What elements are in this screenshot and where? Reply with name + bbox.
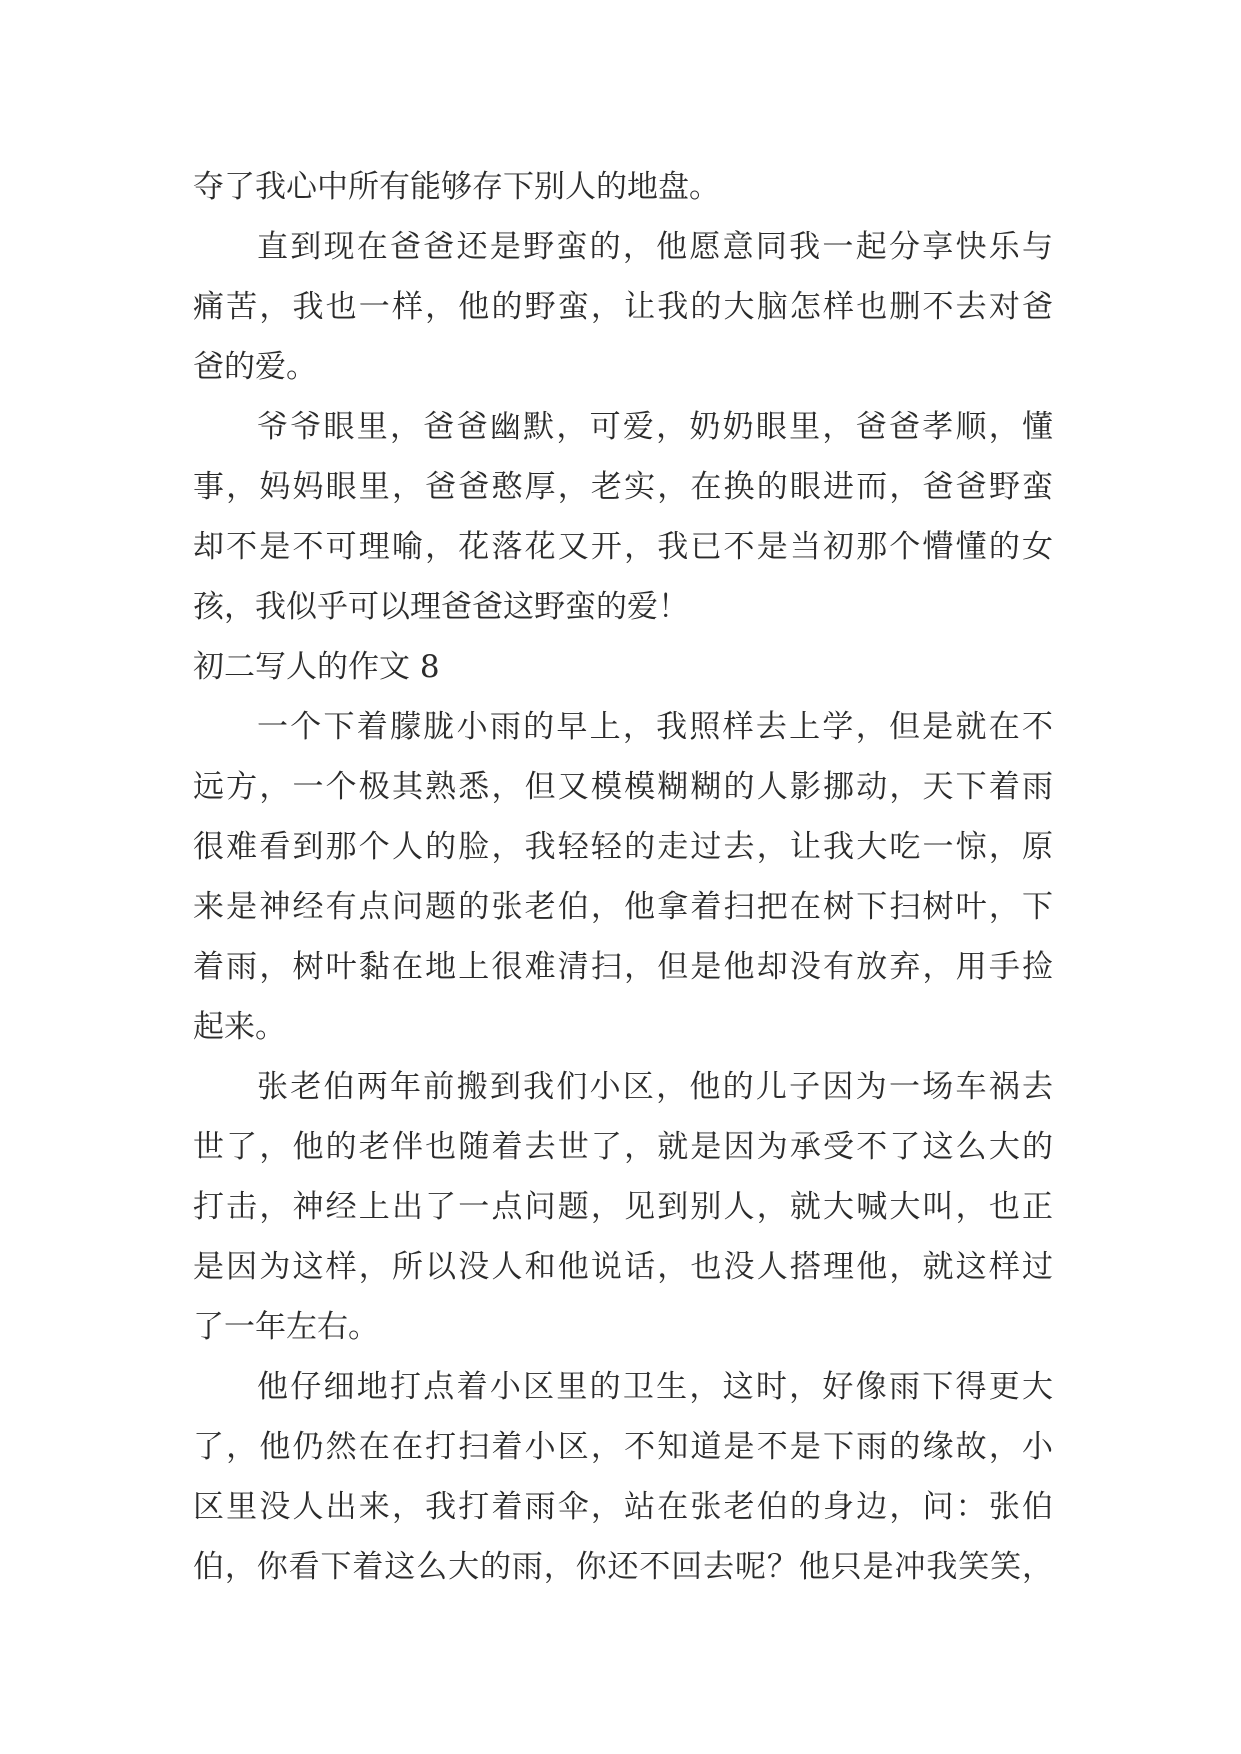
text-line: 起来。 [193, 1009, 286, 1045]
text-line: 爷爷眼里，爸爸幽默，可爱，奶奶眼里，爸爸孝顺，懂 [257, 409, 1053, 445]
document-body [193, 157, 1053, 1597]
text-line: 直到现在爸爸还是野蛮的，他愿意同我一起分享快乐与 [257, 229, 1053, 265]
text-line: 世了，他的老伴也随着去世了，就是因为承受不了这么大的 [193, 1129, 1053, 1165]
text-line: 很难看到那个人的脸，我轻轻的走过去，让我大吃一惊，原 [193, 829, 1053, 865]
text-line: 他仔细地打点着小区里的卫生，这时，好像雨下得更大 [257, 1369, 1053, 1405]
text-line: 着雨，树叶黏在地上很难清扫，但是他却没有放弃，用手捡 [193, 949, 1053, 985]
text-line: 了，他仍然在在打扫着小区，不知道是不是下雨的缘故，小 [193, 1429, 1053, 1465]
text-line: 痛苦，我也一样，他的野蛮，让我的大脑怎样也删不去对爸 [193, 289, 1053, 325]
text-line: 事，妈妈眼里，爸爸憨厚，老实，在换的眼进而，爸爸野蛮 [193, 469, 1053, 505]
text-line: 了一年左右。 [193, 1309, 379, 1345]
text-line: 伯，你看下着这么大的雨，你还不回去呢？他只是冲我笑笑， [193, 1549, 1053, 1585]
text-line: 孩，我似乎可以理爸爸这野蛮的爱！ [193, 589, 689, 625]
text-line: 一个下着朦胧小雨的早上，我照样去上学，但是就在不 [257, 709, 1053, 745]
text-line: 夺了我心中所有能够存下别人的地盘。 [193, 169, 720, 205]
text-line: 区里没人出来，我打着雨伞，站在张老伯的身边，问：张伯 [193, 1489, 1053, 1525]
section-heading: 初二写人的作文 8 [193, 649, 440, 685]
text-line: 却不是不可理喻，花落花又开，我已不是当初那个懵懂的女 [193, 529, 1053, 565]
text-line: 是因为这样，所以没人和他说话，也没人搭理他，就这样过 [193, 1249, 1053, 1285]
text-line: 打击，神经上出了一点问题，见到别人，就大喊大叫，也正 [193, 1189, 1053, 1225]
text-line: 远方，一个极其熟悉，但又模模糊糊的人影挪动，天下着雨 [193, 769, 1053, 805]
text-line: 张老伯两年前搬到我们小区，他的儿子因为一场车祸去 [257, 1069, 1053, 1105]
text-line: 爸的爱。 [193, 349, 317, 385]
text-line: 来是神经有点问题的张老伯，他拿着扫把在树下扫树叶，下 [193, 889, 1053, 925]
